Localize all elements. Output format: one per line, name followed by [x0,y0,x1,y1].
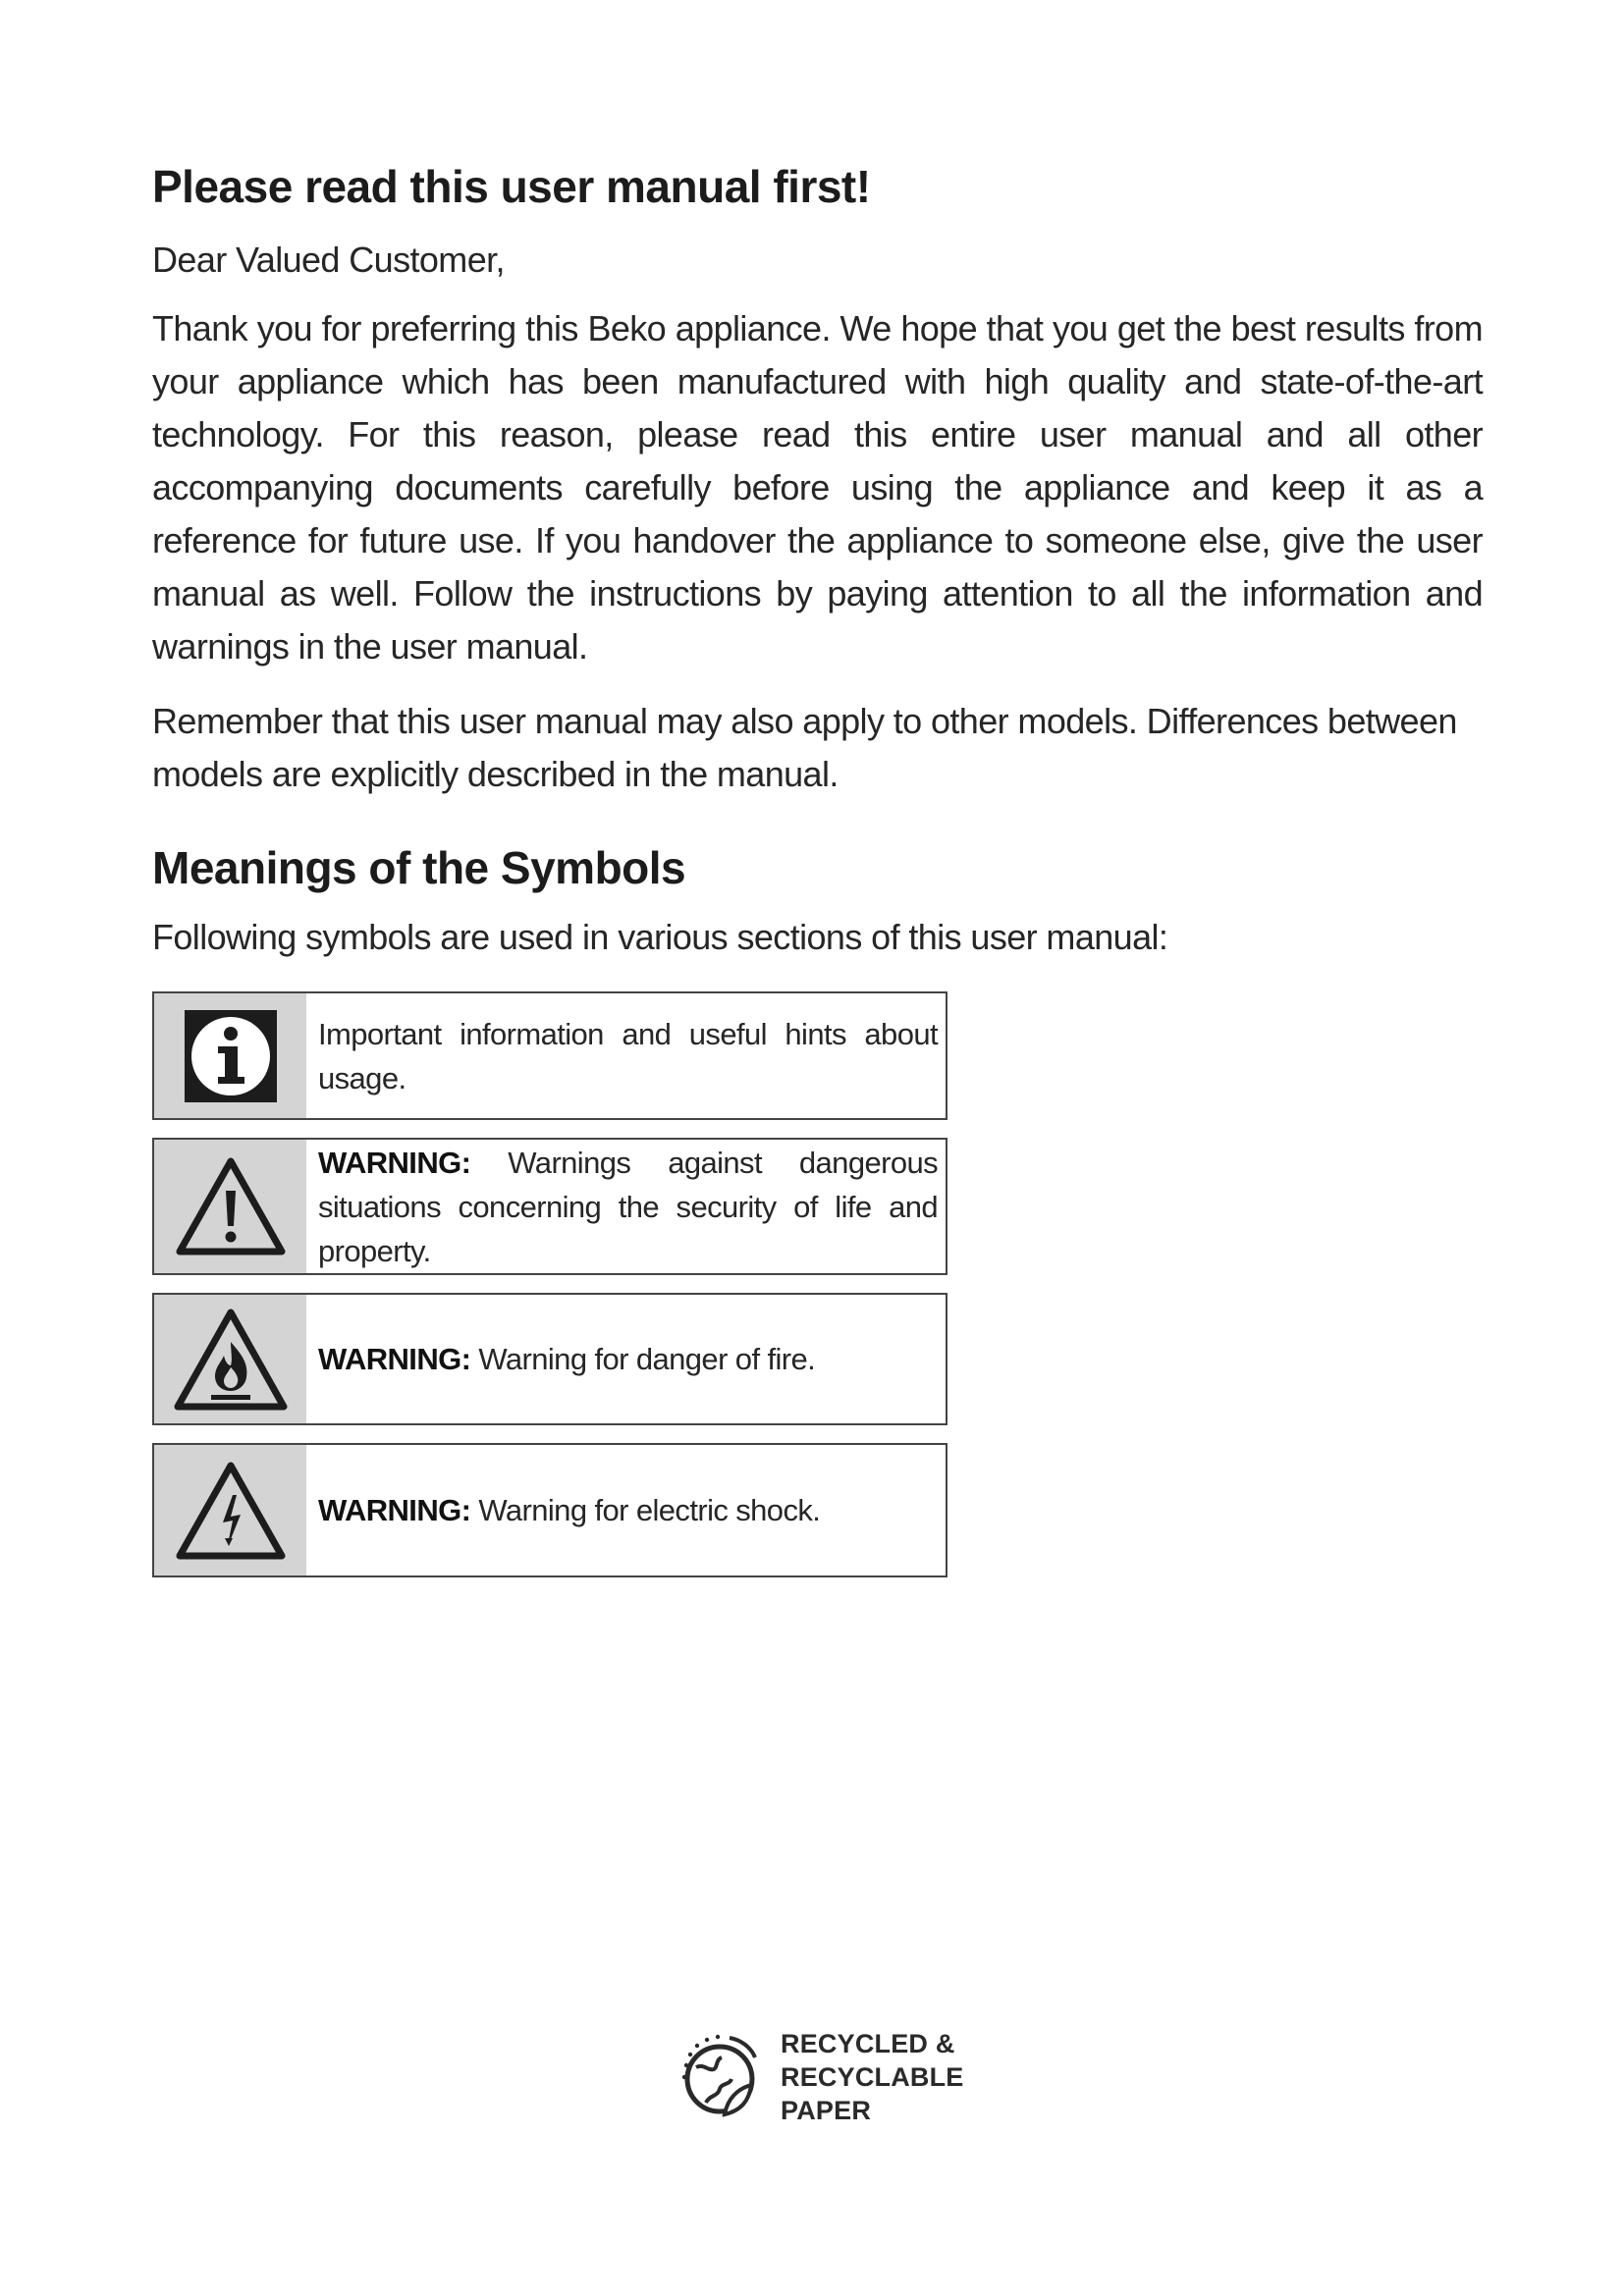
fire-warning-icon [154,1295,306,1423]
manual-page [152,157,1483,1595]
warning-label: WARNING: [318,1493,471,1527]
recycle-line-3: PAPER [781,2096,872,2125]
symbols-intro: Following symbols are used in various sections of this user manual: [152,917,1168,957]
greeting: Dear Valued Customer, [152,240,505,280]
symbol-row-fire [152,1293,947,1425]
symbol-text-fire: Warning for danger of fire. [478,1342,816,1376]
symbols-heading: Meanings of the Symbols [152,842,686,893]
warning-label: WARNING: [318,1342,471,1376]
symbols-table [152,991,947,1577]
symbol-text-warning: Warnings against dangerous situations concerning the security of life and property. [318,1145,938,1268]
intro-paragraph: Thank you for preferring this Beko appliance. We hope that you get the best results from your appliance which has been manufactured with high quality and state-of-the-art technology. For this reason, please read this entire user manual and all other accompanying documents carefully before using the appliance and keep it as a reference for future use. If you handover the appliance to someone else, give the user manual as well. Follow the instructions by paying attention to all the information and warnings in the user manual. [152,308,1483,667]
info-icon [154,993,306,1118]
models-paragraph: Remember that this user manual may also apply to other models. Differences between models are explicitly described in the manual. [152,701,1457,794]
recycle-line-1: RECYCLED & [781,2029,955,2058]
symbol-text-info: Important information and useful hints about usage. [318,1016,938,1095]
symbol-row-electric [152,1443,947,1577]
recycled-paper-logo [671,2027,964,2127]
page-title: Please read this user manual first! [152,161,871,212]
recycle-line-2: RECYCLABLE [781,2062,964,2092]
warning-label: WARNING: [318,1145,471,1180]
recycle-globe-icon [671,2028,769,2126]
symbol-row-info [152,991,947,1120]
warning-icon [154,1140,306,1273]
electric-shock-icon [154,1445,306,1575]
symbol-text-electric: Warning for electric shock. [478,1493,821,1527]
symbol-row-warning [152,1138,947,1275]
